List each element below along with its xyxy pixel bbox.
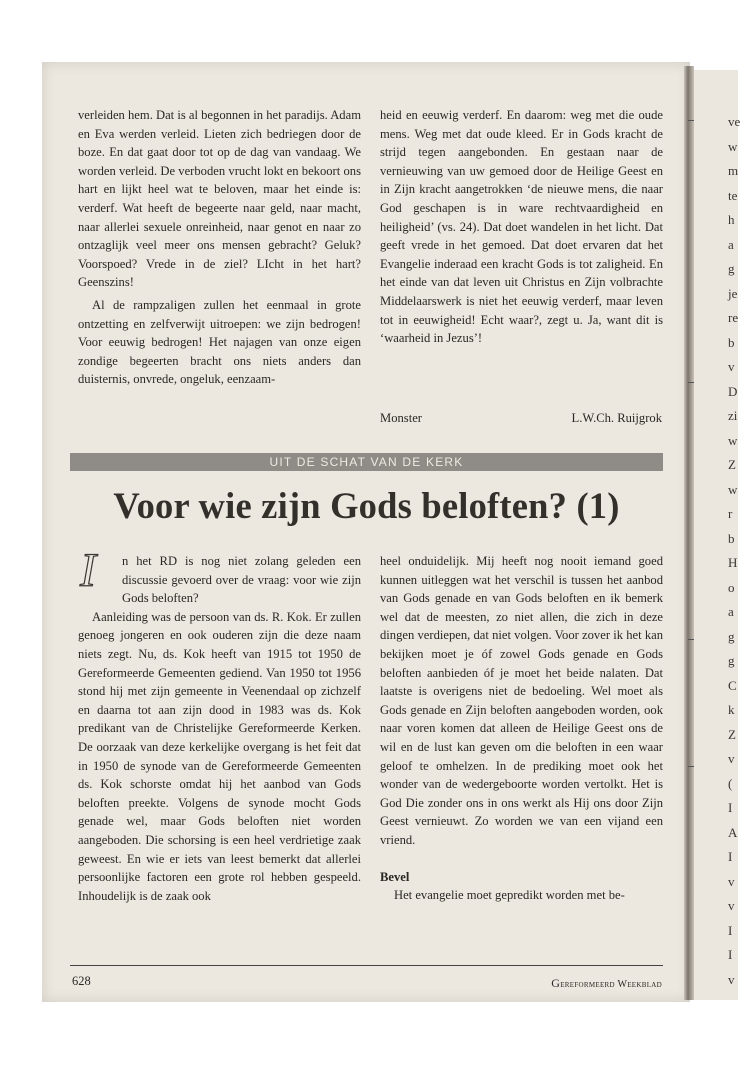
adjacent-page-fragment: ve bbox=[728, 114, 740, 129]
journal-name: Gereformeerd Weekblad bbox=[551, 976, 662, 990]
adjacent-page-fragment: b bbox=[728, 334, 735, 350]
svg-text:I: I bbox=[80, 544, 96, 597]
article-left-column bbox=[78, 544, 361, 905]
adjacent-page-fragment: v bbox=[728, 751, 735, 766]
adjacent-page-fragment: w bbox=[728, 432, 738, 448]
adjacent-page-fragment: w bbox=[728, 138, 738, 154]
adjacent-page-fragment: a bbox=[728, 604, 734, 619]
adjacent-page-fragment: b bbox=[728, 530, 735, 546]
article-paragraph-2: Aanleiding was de persoon van ds. R. Kok. Er zullen genoeg jongeren en ook ouderen zijn die deze naam niets zegt. Nu, ds. Kok heeft van 1915 tot 1950 de Gereformeerde Gemeenten gediend. Van 1950 tot 1956 stond hij met zijn gemeente in Veenendaal op zichzelf en daarna tot aan zijn dood in 1983 was ds. Kok predikant van de Christelijke Gereformeerde Kerken. De oorzaak van deze kerkelijke overgang is het feit dat in 1950 de synode van de Gereformeerde Gemeenten ds. Kok schorste omdat hij het aanbod van Gods beloften preekte. Volgens de synode mocht Gods genade wel, maar Gods beloften niet worden aangeboden. Die schorsing is een heel verdrietige zaak geweest. En wie er iets van leest bemerkt dat allerlei persoonlijke factoren een grote rol hebben gespeeld. Inhoudelijk is de zaak ook bbox=[78, 609, 361, 903]
adjacent-page-fragment: re bbox=[728, 310, 739, 325]
adjacent-page-fragment: je bbox=[728, 285, 738, 301]
adjacent-page-fragment: k bbox=[728, 702, 735, 717]
adjacent-page-fragment: te bbox=[728, 187, 738, 203]
adjacent-page-fragment: H bbox=[728, 555, 738, 570]
signature-author: L.W.Ch. Ruijgrok bbox=[571, 411, 662, 425]
adjacent-page-fragment: r bbox=[728, 506, 733, 521]
adjacent-page-fragment: v bbox=[728, 359, 735, 374]
top-right-paragraph: heid en eeuwig verderf. En daarom: weg met die oude mens. Weg met dat oude kleed. Er in Gods kracht de strijd tegen aangebonden. En gestaan naar de vernieuwing van uw gemoed door de Heilige Geest en in Zijn kracht aangetrokken ‘de nieuwe mens, die naar God geschapen is in ware rechtvaardigheid en heiligheid’ (vs. 24). Dat doet wandelen in het licht. Dat geeft vrede in het gemoed. Dat doet ervaren dat het Evangelie inderaad een kracht Gods is tot zaligheid. En het einde van dat leven uit Christus en Zijn volbrachte Middelaarswerk is niet het eeuwig verderf, maar leven tot in eeuwigheid! Echt waar?, zegt u. Ja, want dit is ‘waarheid in Jezus’! bbox=[380, 108, 663, 346]
article-right-column bbox=[380, 552, 663, 905]
footer-rule bbox=[70, 965, 663, 966]
adjacent-page-fragment: ( bbox=[728, 775, 733, 791]
adjacent-page-fragment: A bbox=[728, 824, 738, 840]
adjacent-page-fragment: o bbox=[728, 579, 735, 595]
article-title: Voor wie zijn Gods beloften? (1) bbox=[113, 485, 620, 526]
adjacent-page-fragment: v bbox=[728, 971, 735, 987]
adjacent-page-fragment: v bbox=[728, 873, 735, 889]
adjacent-page-fragment: Z bbox=[728, 457, 736, 472]
adjacent-page-fragment: v bbox=[728, 898, 735, 913]
adjacent-page-edge bbox=[694, 70, 738, 1000]
adjacent-page-fragment: g bbox=[728, 261, 735, 276]
adjacent-page-fragment: I bbox=[728, 800, 733, 815]
top-paragraph-2: Al de rampzaligen zullen het eenmaal in grote ontzetting en zelfverwijt uitroepen: we zijn bedrogen! Voor eeuwig bedrogen! Het najagen van onze eigen zondige begeerten bracht ons niets anders dan duisternis, onvrede, ongeluk, eenzaam- bbox=[78, 297, 361, 387]
page-gutter bbox=[684, 66, 694, 1000]
dropcap-letter bbox=[78, 544, 120, 597]
top-article-right-column bbox=[380, 106, 663, 348]
page-number: 628 bbox=[72, 974, 91, 988]
adjacent-page-fragment: Z bbox=[728, 726, 736, 742]
article-paragraph-1-text: n het RD is nog niet zolang geleden een discussie gevoerd over de vraag: voor wie zijn Gods beloften? bbox=[122, 554, 361, 606]
adjacent-page-fragment: g bbox=[728, 653, 735, 668]
subheading: Bevel bbox=[380, 869, 410, 884]
top-article-left-column bbox=[78, 106, 361, 389]
adjacent-page-fragment: D bbox=[728, 383, 738, 399]
section-banner: UIT DE SCHAT VAN DE KERK bbox=[70, 453, 663, 471]
adjacent-page-fragment: I bbox=[728, 947, 733, 962]
top-paragraph-1: verleiden hem. Dat is al begonnen in het paradijs. Adam en Eva werden verleid. Lieten zich bedriegen door de boze. En dat gaat door tot op de dag van vandaag. We worden verleid. De verboden vrucht lokt en bekoort ons hart en lijkt heel wat te beloven, maar het einde is: verderf. Wat heeft de begeerte naar geld, naar macht, naar allerlei sexuele onreinheid, naar genot en naar zo ontzaglijk veel meer ons mensen gebracht? Geluk? Voorspoed? Vrede in de ziel? LIcht in het hart? Geenszins! bbox=[78, 108, 361, 290]
adjacent-page-fragment: h bbox=[728, 212, 735, 227]
adjacent-page-fragment: C bbox=[728, 677, 737, 693]
article-paragraph-3: heel onduidelijk. Mij heeft nog nooit iemand goed kunnen uitleggen wat het verschil is tussen het aanbod van Gods genade en van Gods beloften en ik bemerk wel dat de meesten, zo niet allen, die zich in deze dingen verdiepen, dat niet volgen. Voor zover ik het kan bekijken moet je óf zowel Gods genade en Gods beloften aanbieden óf je moet het beide nalaten. Dat laatste is overigens niet de bedoeling. Wel moet als Gods genade en Zijn beloften aangeboden worden, ook naar voren komen dat alleen de Heilige Geest ons de wil en de lust kan geven om die beloften in een waar geloof te omhelzen. In de prediking moet ook het wonder van de wedergeboorte worden vertolkt. Het is God Die zonder ons in ons werkt als Hij ons door Zijn Geest vernieuwt. Zo worden we van een vijand een vriend. bbox=[380, 554, 663, 847]
adjacent-page-fragment: I bbox=[728, 922, 733, 938]
adjacent-page-fragment: a bbox=[728, 236, 734, 252]
adjacent-page-fragment: zi bbox=[728, 408, 738, 423]
adjacent-page-fragment: w bbox=[728, 481, 738, 497]
adjacent-page-fragment: I bbox=[728, 849, 733, 864]
adjacent-page-fragment: g bbox=[728, 628, 735, 644]
article-paragraph-1 bbox=[78, 544, 361, 608]
signature-place: Monster bbox=[380, 411, 422, 425]
adjacent-page-fragment: m bbox=[728, 163, 739, 178]
article-paragraph-4: Het evangelie moet gepredikt worden met be- bbox=[394, 888, 625, 903]
